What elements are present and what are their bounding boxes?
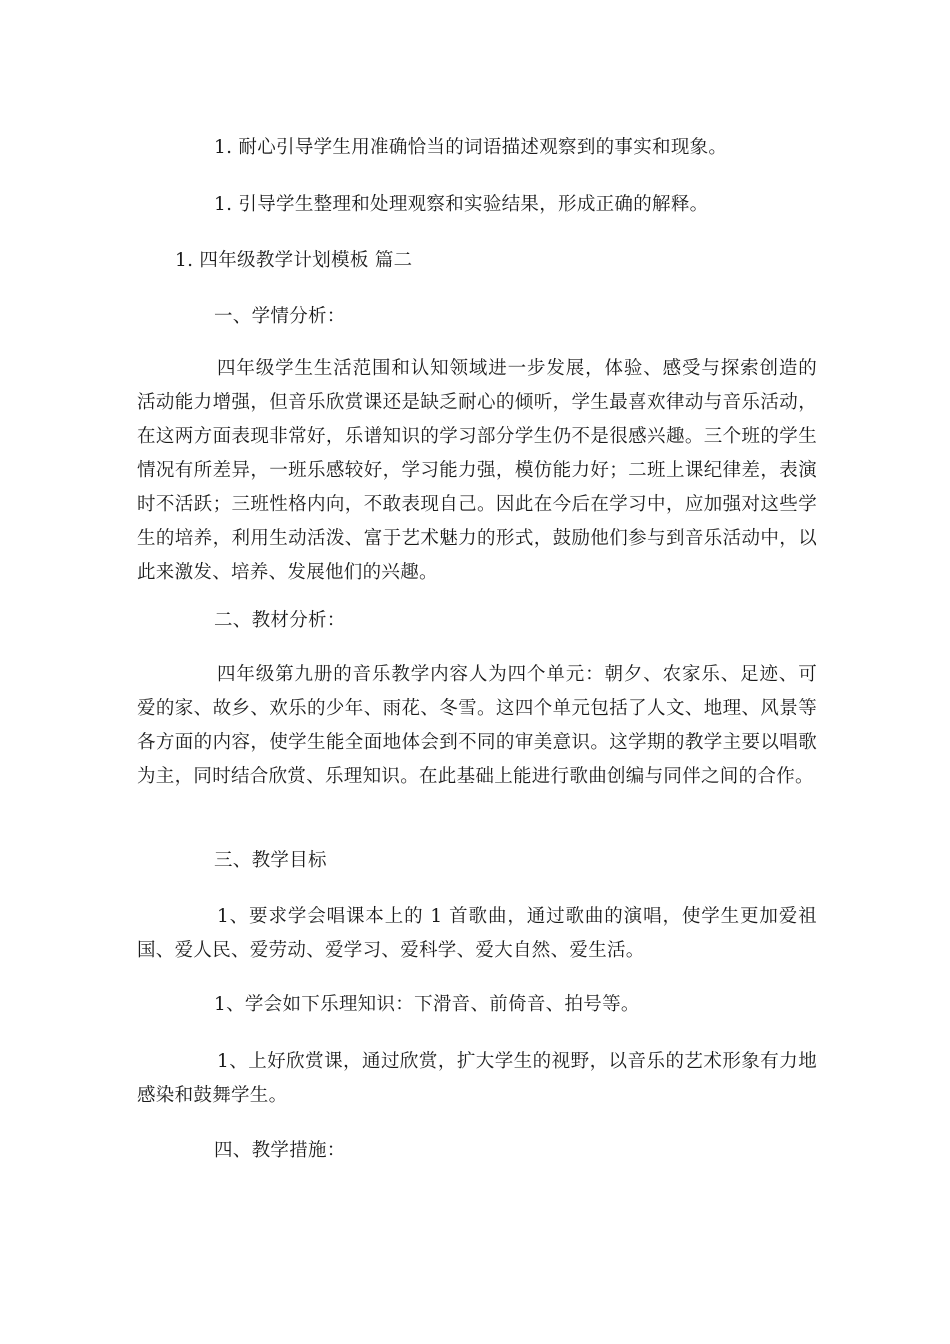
list-item-guide-results: 1. 引导学生整理和处理观察和实验结果，形成正确的解释。 [214, 194, 709, 215]
heading-student-analysis: 一、学情分析： [214, 306, 346, 327]
list-item-guide-words: 1. 耐心引导学生用准确恰当的词语描述观察到的事实和现象。 [214, 137, 728, 158]
paragraph-textbook-analysis: 四年级第九册的音乐教学内容人为四个单元：朝夕、农家乐、足迹、可爱的家、故乡、欢乐的少年、雨花、冬雪。这四个单元包括了人文、地理、风景等各方面的内容，使学生能全面地体会到不同的审美意识。这学期的教学主要以唱歌为主，同时结合欣赏、乐理知识。在此基础上能进行歌曲创编与同伴之间的合作。 [137, 664, 817, 787]
heading-teaching-goals: 三、教学目标 [214, 850, 327, 871]
heading-textbook-analysis: 二、教材分析： [214, 610, 346, 631]
paragraph-goal-singing: 1、要求学会唱课本上的 1 首歌曲，通过歌曲的演唱，使学生更加爱祖国、爱人民、爱劳动、爱学习、爱科学、爱大自然、爱生活。 [137, 906, 817, 961]
paragraph-student-analysis: 四年级学生生活范围和认知领域进一步发展，体验、感受与探索创造的活动能力增强，但音乐欣赏课还是缺乏耐心的倾听，学生最喜欢律动与音乐活动，在这两方面表现非常好，乐谱知识的学习部分学生仍不是很感兴趣。三个班的学生情况有所差异，一班乐感较好，学习能力强，模仿能力好；二班上课纪律差，表演时不活跃；三班性格内向，不敢表现自己。因此在今后在学习中，应加强对这些学生的培养，利用生动活泼、富于艺术魅力的形式，鼓励他们参与到音乐活动中，以此来激发、培养、发展他们的兴趣。 [137, 358, 817, 583]
paragraph-goal-appreciation: 1、上好欣赏课，通过欣赏，扩大学生的视野，以音乐的艺术形象有力地感染和鼓舞学生。 [137, 1051, 817, 1106]
heading-teaching-measures: 四、教学措施： [214, 1140, 346, 1161]
paragraph-goal-theory: 1、学会如下乐理知识：下滑音、前倚音、拍号等。 [214, 994, 640, 1015]
section-title-part-two: 1. 四年级教学计划模板 篇二 [175, 250, 413, 271]
